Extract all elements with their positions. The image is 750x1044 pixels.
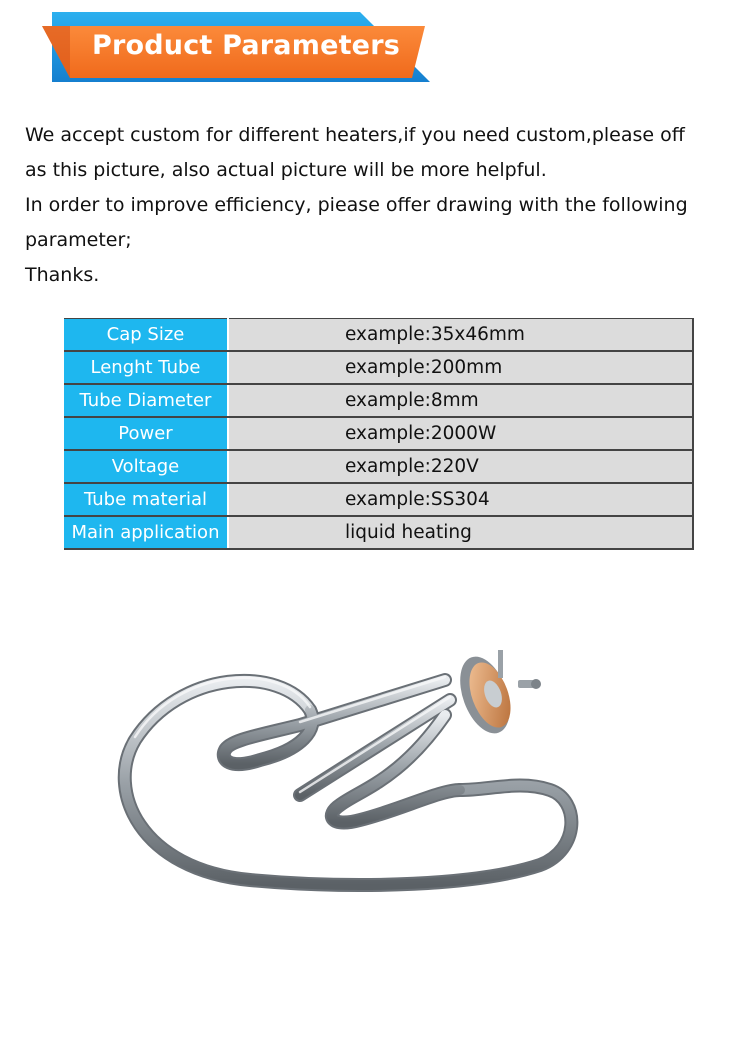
header-banner [0,0,750,90]
table-row [64,516,693,549]
table-row [64,417,693,450]
heating-element-icon [100,640,600,910]
table-row [64,319,693,352]
intro-line: parameter; [25,229,132,251]
param-label: Voltage [64,450,228,483]
intro-text [25,118,740,293]
param-label: Lenght Tube [64,351,228,384]
table-row [64,384,693,417]
param-label: Tube material [64,483,228,516]
param-value: example:35x46mm [228,319,693,352]
table-row [64,450,693,483]
param-value: liquid heating [228,516,693,549]
param-label: Cap Size [64,319,228,352]
param-label: Main application [64,516,228,549]
page-title: Product Parameters [92,30,400,61]
param-value: example:200mm [228,351,693,384]
param-value: example:8mm [228,384,693,417]
param-value: example:2000W [228,417,693,450]
intro-line: Thanks. [25,264,100,286]
intro-line: In order to improve efficiency, piease offer drawing with the following [25,194,688,216]
param-value: example:SS304 [228,483,693,516]
parameter-table [64,318,694,550]
table-row [64,351,693,384]
param-label: Tube Diameter [64,384,228,417]
intro-line: as this picture, also actual picture will be more helpful. [25,159,547,181]
intro-line: We accept custom for different heaters,if you need custom,please off [25,124,685,146]
param-value: example:220V [228,450,693,483]
param-label: Power [64,417,228,450]
table-row [64,483,693,516]
